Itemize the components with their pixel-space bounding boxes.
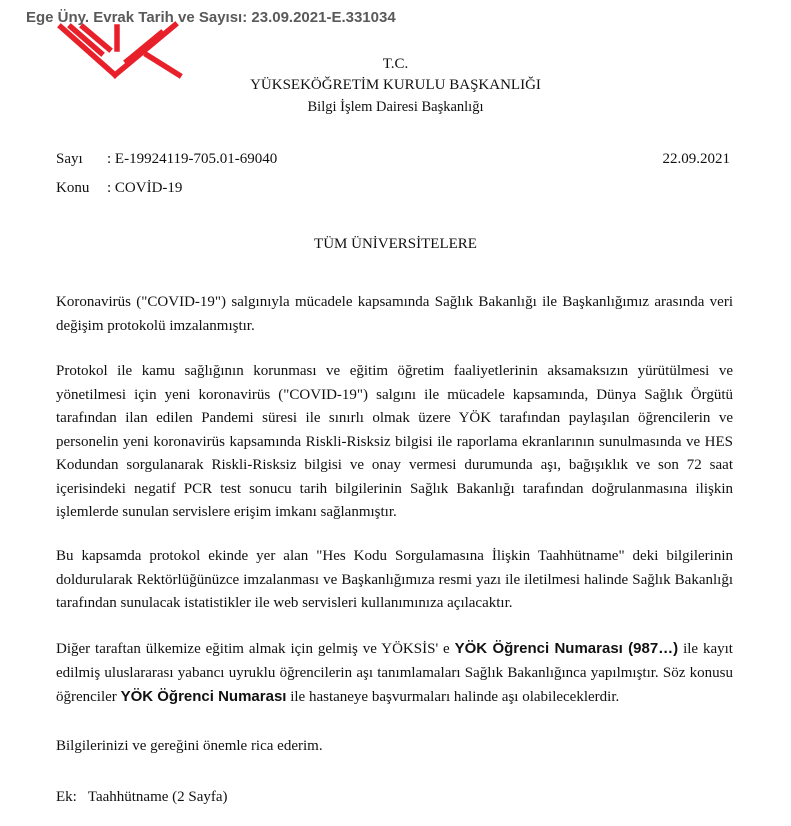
- header-department: Bilgi İşlem Dairesi Başkanlığı: [307, 99, 484, 115]
- header-country: T.C.: [382, 56, 409, 72]
- header-institution: YÜKSEKÖĞRETİM KURULU BAŞKANLIĞI: [250, 77, 541, 93]
- attachment-value: Taahhütname (2 Sayfa): [87, 789, 228, 805]
- sayi-label: Sayı: [56, 151, 83, 167]
- paragraph-5: Bilgilerinizi ve gereğini önemle rica ederim.: [56, 738, 323, 754]
- yok-logo: [57, 21, 185, 79]
- paragraph-4-part-b: ile kayıt edilmiş uluslararası yabancı uyruklu öğrencilerin aşı tanımlamaları Sağlık Bakanlığınca yapılmıştır. Söz konusu öğrenciler: [56, 641, 733, 705]
- recipient: TÜM ÜNİVERSİTELERE: [314, 236, 477, 252]
- konu-value: : COVİD-19: [107, 180, 183, 196]
- paragraph-4: [56, 637, 733, 710]
- attachment: [56, 789, 228, 806]
- paragraph-1: Koronavirüs ("COVID-19") salgınıyla mücadele kapsamında Sağlık Bakanlığı ile Başkanlığımız arasında veri değişim protokolü imzalanmıştır.: [56, 294, 733, 334]
- paragraph-2: Protokol ile kamu sağlığının korunması ve eğitim öğretim faaliyetlerinin aksamaksızın yürütülmesi ve yönetilmesi için yeni koronavirüs ("COVID-19") salgını ile mücadele kapsamında, Dünya Sağlık Örgütü tarafından ilan edilen Pandemi süresi ile sınırlı olmak üzere YÖK tarafından paylaşılan öğrencilerin ve personelin yeni koronavirüs kapsamında Riskli-Risksiz bilgisi ile raporlama ekranlarının sunulmasında ve HES Kodundan sorgulanarak Riskli-Risksiz bilgisi ve onay vermesi durumunda aşı, bağışıklık ve son 72 saat içerisindeki negatif PCR test sonucu tarih bilgilerinin Sağlık Bakanlığı tarafından doğrulanmasına ilişkin işlemlerde sunulan servislere erişim imkanı sağlanmıştır.: [56, 363, 733, 520]
- paragraph-4-part-c: ile hastaneye başvurmaları halinde aşı olabileceklerdir.: [286, 689, 620, 705]
- document-stamp: Ege Üny. Evrak Tarih ve Sayısı: 23.09.2021-E.331034: [26, 9, 396, 26]
- paragraph-4-part-a: Diğer taraftan ülkemize eğitim almak için gelmiş ve YÖKSİS' e: [56, 641, 455, 657]
- yok-student-number-bold-2: YÖK Öğrenci Numarası: [120, 688, 287, 705]
- sayi-value: : E-19924119-705.01-69040: [107, 151, 278, 167]
- attachment-label: Ek:: [56, 789, 77, 805]
- paragraph-3: Bu kapsamda protokol ekinde yer alan "Hes Kodu Sorgulamasına İlişkin Taahhütname" deki bilgilerinin doldurularak Rektörlüğünüzce imzalanması ve Başkanlığımıza resmi yazı ile iletilmesi halinde Sağlık Bakanlığı tarafından sunulacak istatistikler ile web servisleri kullanımınıza açılacaktır.: [56, 548, 733, 611]
- yok-student-number-bold: YÖK Öğrenci Numarası (987…): [454, 640, 679, 657]
- konu-label: Konu: [56, 180, 90, 196]
- document-date: 22.09.2021: [662, 151, 730, 167]
